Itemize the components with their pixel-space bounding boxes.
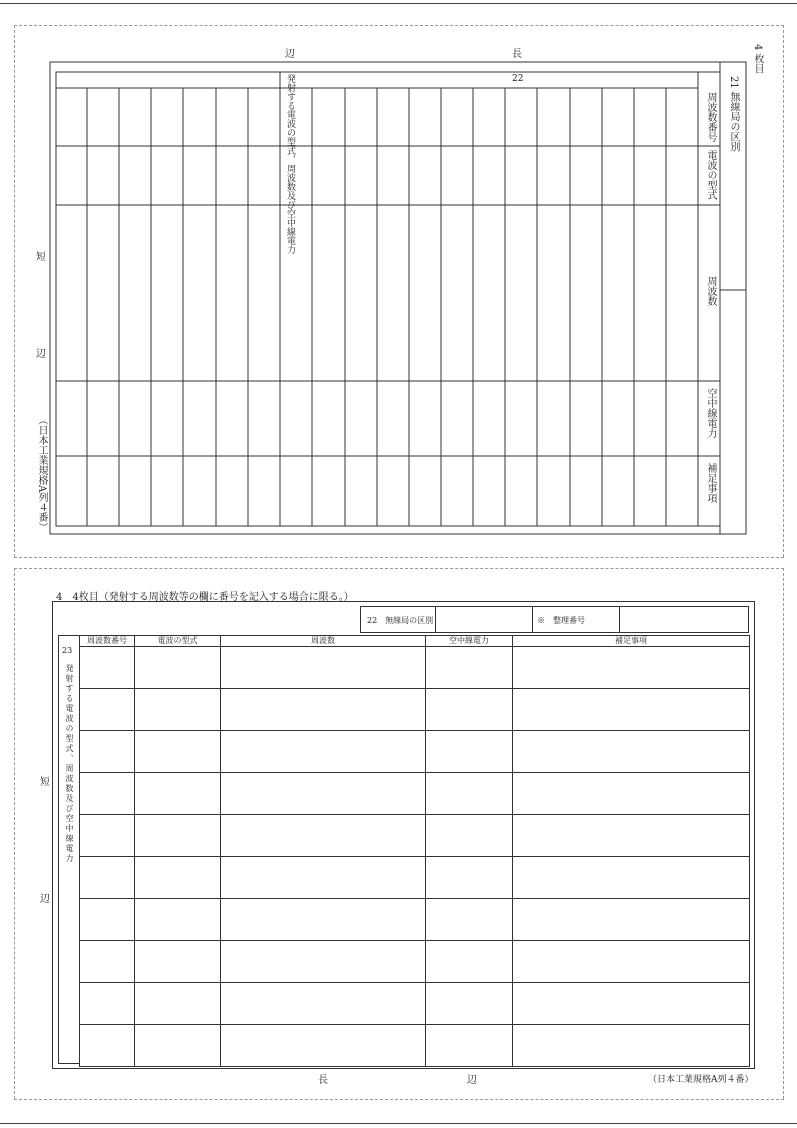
cell-emission-type[interactable] bbox=[135, 941, 221, 983]
cell-antenna-power[interactable] bbox=[426, 815, 513, 857]
cell-emission-type[interactable] bbox=[135, 983, 221, 1025]
upper-item22-label: 22 bbox=[512, 74, 524, 84]
cell-frequency[interactable] bbox=[221, 731, 426, 773]
table-row bbox=[80, 899, 750, 941]
table-row bbox=[80, 941, 750, 983]
cell-frequency-number[interactable] bbox=[80, 941, 135, 983]
upper-col-remarks: 補足事項 bbox=[705, 463, 716, 503]
cell-antenna-power[interactable] bbox=[426, 1025, 513, 1067]
cell-frequency[interactable] bbox=[221, 647, 426, 689]
cell-frequency[interactable] bbox=[221, 1025, 426, 1067]
upper-long-side-char-2: 辺 bbox=[285, 49, 295, 60]
cell-frequency[interactable] bbox=[221, 773, 426, 815]
cell-remarks[interactable] bbox=[513, 689, 750, 731]
lower-cut-left bbox=[14, 568, 15, 1099]
col-frequency-number: 周波数番号 bbox=[80, 636, 135, 647]
cell-antenna-power[interactable] bbox=[426, 731, 513, 773]
lower-item23-title: 発射する電波の型式、周波数及び空中線電力 bbox=[65, 664, 74, 864]
upper-short-side-char-2: 辺 bbox=[36, 349, 46, 360]
cell-emission-type[interactable] bbox=[135, 773, 221, 815]
col-remarks: 補足事項 bbox=[513, 636, 750, 647]
lower-cut-right bbox=[783, 568, 784, 1099]
cell-remarks[interactable] bbox=[513, 731, 750, 773]
lower-frequency-table bbox=[79, 635, 750, 1067]
cell-remarks[interactable] bbox=[513, 983, 750, 1025]
lower-cut-top bbox=[14, 568, 784, 569]
cell-remarks[interactable] bbox=[513, 815, 750, 857]
upper-item22-title: 発射する電波の型式、周波数及び空中線電力 bbox=[285, 74, 295, 254]
cell-frequency[interactable] bbox=[221, 857, 426, 899]
cell-emission-type[interactable] bbox=[135, 647, 221, 689]
col-emission-type: 電波の型式 bbox=[135, 636, 221, 647]
cell-emission-type[interactable] bbox=[135, 857, 221, 899]
table-row bbox=[80, 983, 750, 1025]
upper-short-side-char-1: 短 bbox=[36, 252, 46, 263]
cell-remarks[interactable] bbox=[513, 1025, 750, 1067]
table-row bbox=[80, 689, 750, 731]
table-row bbox=[80, 815, 750, 857]
cell-antenna-power[interactable] bbox=[426, 857, 513, 899]
cell-remarks[interactable] bbox=[513, 899, 750, 941]
bottom-border bbox=[0, 1123, 797, 1124]
lower-item23-label: 23 bbox=[62, 646, 73, 655]
upper-col-emission-type: 電波の型式 bbox=[705, 150, 716, 200]
cell-antenna-power[interactable] bbox=[426, 689, 513, 731]
lower-station-label: 22 無線局の区別 bbox=[367, 616, 434, 625]
cell-remarks[interactable] bbox=[513, 647, 750, 689]
lower-jis-note: （日本工業規格A列４番） bbox=[648, 1075, 754, 1085]
lower-cut-bottom bbox=[14, 1099, 784, 1100]
cell-antenna-power[interactable] bbox=[426, 647, 513, 689]
col-frequency: 周波数 bbox=[221, 636, 426, 647]
table-row bbox=[80, 647, 750, 689]
upper-col-frequency-number: 周波数番号 bbox=[705, 92, 716, 142]
cell-frequency-number[interactable] bbox=[80, 1025, 135, 1067]
cell-frequency-number[interactable] bbox=[80, 731, 135, 773]
col-antenna-power: 空中線電力 bbox=[426, 636, 513, 647]
lower-long-side-char-2: 辺 bbox=[467, 1075, 477, 1086]
lower-heading: 4 4枚目（発射する周波数等の欄に番号を記入する場合に限る。） bbox=[56, 592, 354, 603]
cell-antenna-power[interactable] bbox=[426, 773, 513, 815]
upper-form-grid bbox=[0, 0, 797, 560]
lower-short-side-char-2: 辺 bbox=[40, 894, 50, 905]
table-row bbox=[80, 731, 750, 773]
table-row bbox=[80, 1025, 750, 1067]
cell-frequency-number[interactable] bbox=[80, 815, 135, 857]
lower-ref-label: ※ 整理番号 bbox=[537, 616, 585, 625]
cell-frequency-number[interactable] bbox=[80, 857, 135, 899]
lower-header-div1 bbox=[435, 606, 436, 633]
cell-frequency-number[interactable] bbox=[80, 647, 135, 689]
lower-long-side-char-1: 長 bbox=[318, 1075, 328, 1086]
cell-remarks[interactable] bbox=[513, 857, 750, 899]
upper-col-frequency: 周波数 bbox=[705, 276, 716, 306]
cell-antenna-power[interactable] bbox=[426, 941, 513, 983]
lower-header-div2 bbox=[532, 606, 533, 633]
cell-emission-type[interactable] bbox=[135, 689, 221, 731]
cell-frequency[interactable] bbox=[221, 941, 426, 983]
cell-emission-type[interactable] bbox=[135, 899, 221, 941]
cell-frequency-number[interactable] bbox=[80, 689, 135, 731]
cell-frequency-number[interactable] bbox=[80, 773, 135, 815]
cell-remarks[interactable] bbox=[513, 773, 750, 815]
lower-short-side-char-1: 短 bbox=[40, 777, 50, 788]
cell-antenna-power[interactable] bbox=[426, 983, 513, 1025]
lower-header-div3 bbox=[619, 606, 620, 633]
cell-frequency-number[interactable] bbox=[80, 899, 135, 941]
upper-col-antenna-power: 空中線電力 bbox=[705, 388, 716, 438]
cell-emission-type[interactable] bbox=[135, 731, 221, 773]
cell-frequency[interactable] bbox=[221, 899, 426, 941]
cell-frequency-number[interactable] bbox=[80, 983, 135, 1025]
cell-frequency[interactable] bbox=[221, 689, 426, 731]
cell-emission-type[interactable] bbox=[135, 1025, 221, 1067]
table-header-row bbox=[80, 636, 750, 647]
cell-emission-type[interactable] bbox=[135, 815, 221, 857]
upper-jis-note: （日本工業規格A列４番） bbox=[36, 415, 47, 533]
table-row bbox=[80, 773, 750, 815]
cell-frequency[interactable] bbox=[221, 983, 426, 1025]
upper-item21-label: 21 無線局の区別 bbox=[728, 76, 739, 152]
table-row bbox=[80, 857, 750, 899]
cell-antenna-power[interactable] bbox=[426, 899, 513, 941]
upper-sheet-label: 4 枚目 bbox=[752, 44, 763, 74]
cell-frequency[interactable] bbox=[221, 815, 426, 857]
upper-long-side-char-1: 長 bbox=[512, 49, 522, 60]
cell-remarks[interactable] bbox=[513, 941, 750, 983]
